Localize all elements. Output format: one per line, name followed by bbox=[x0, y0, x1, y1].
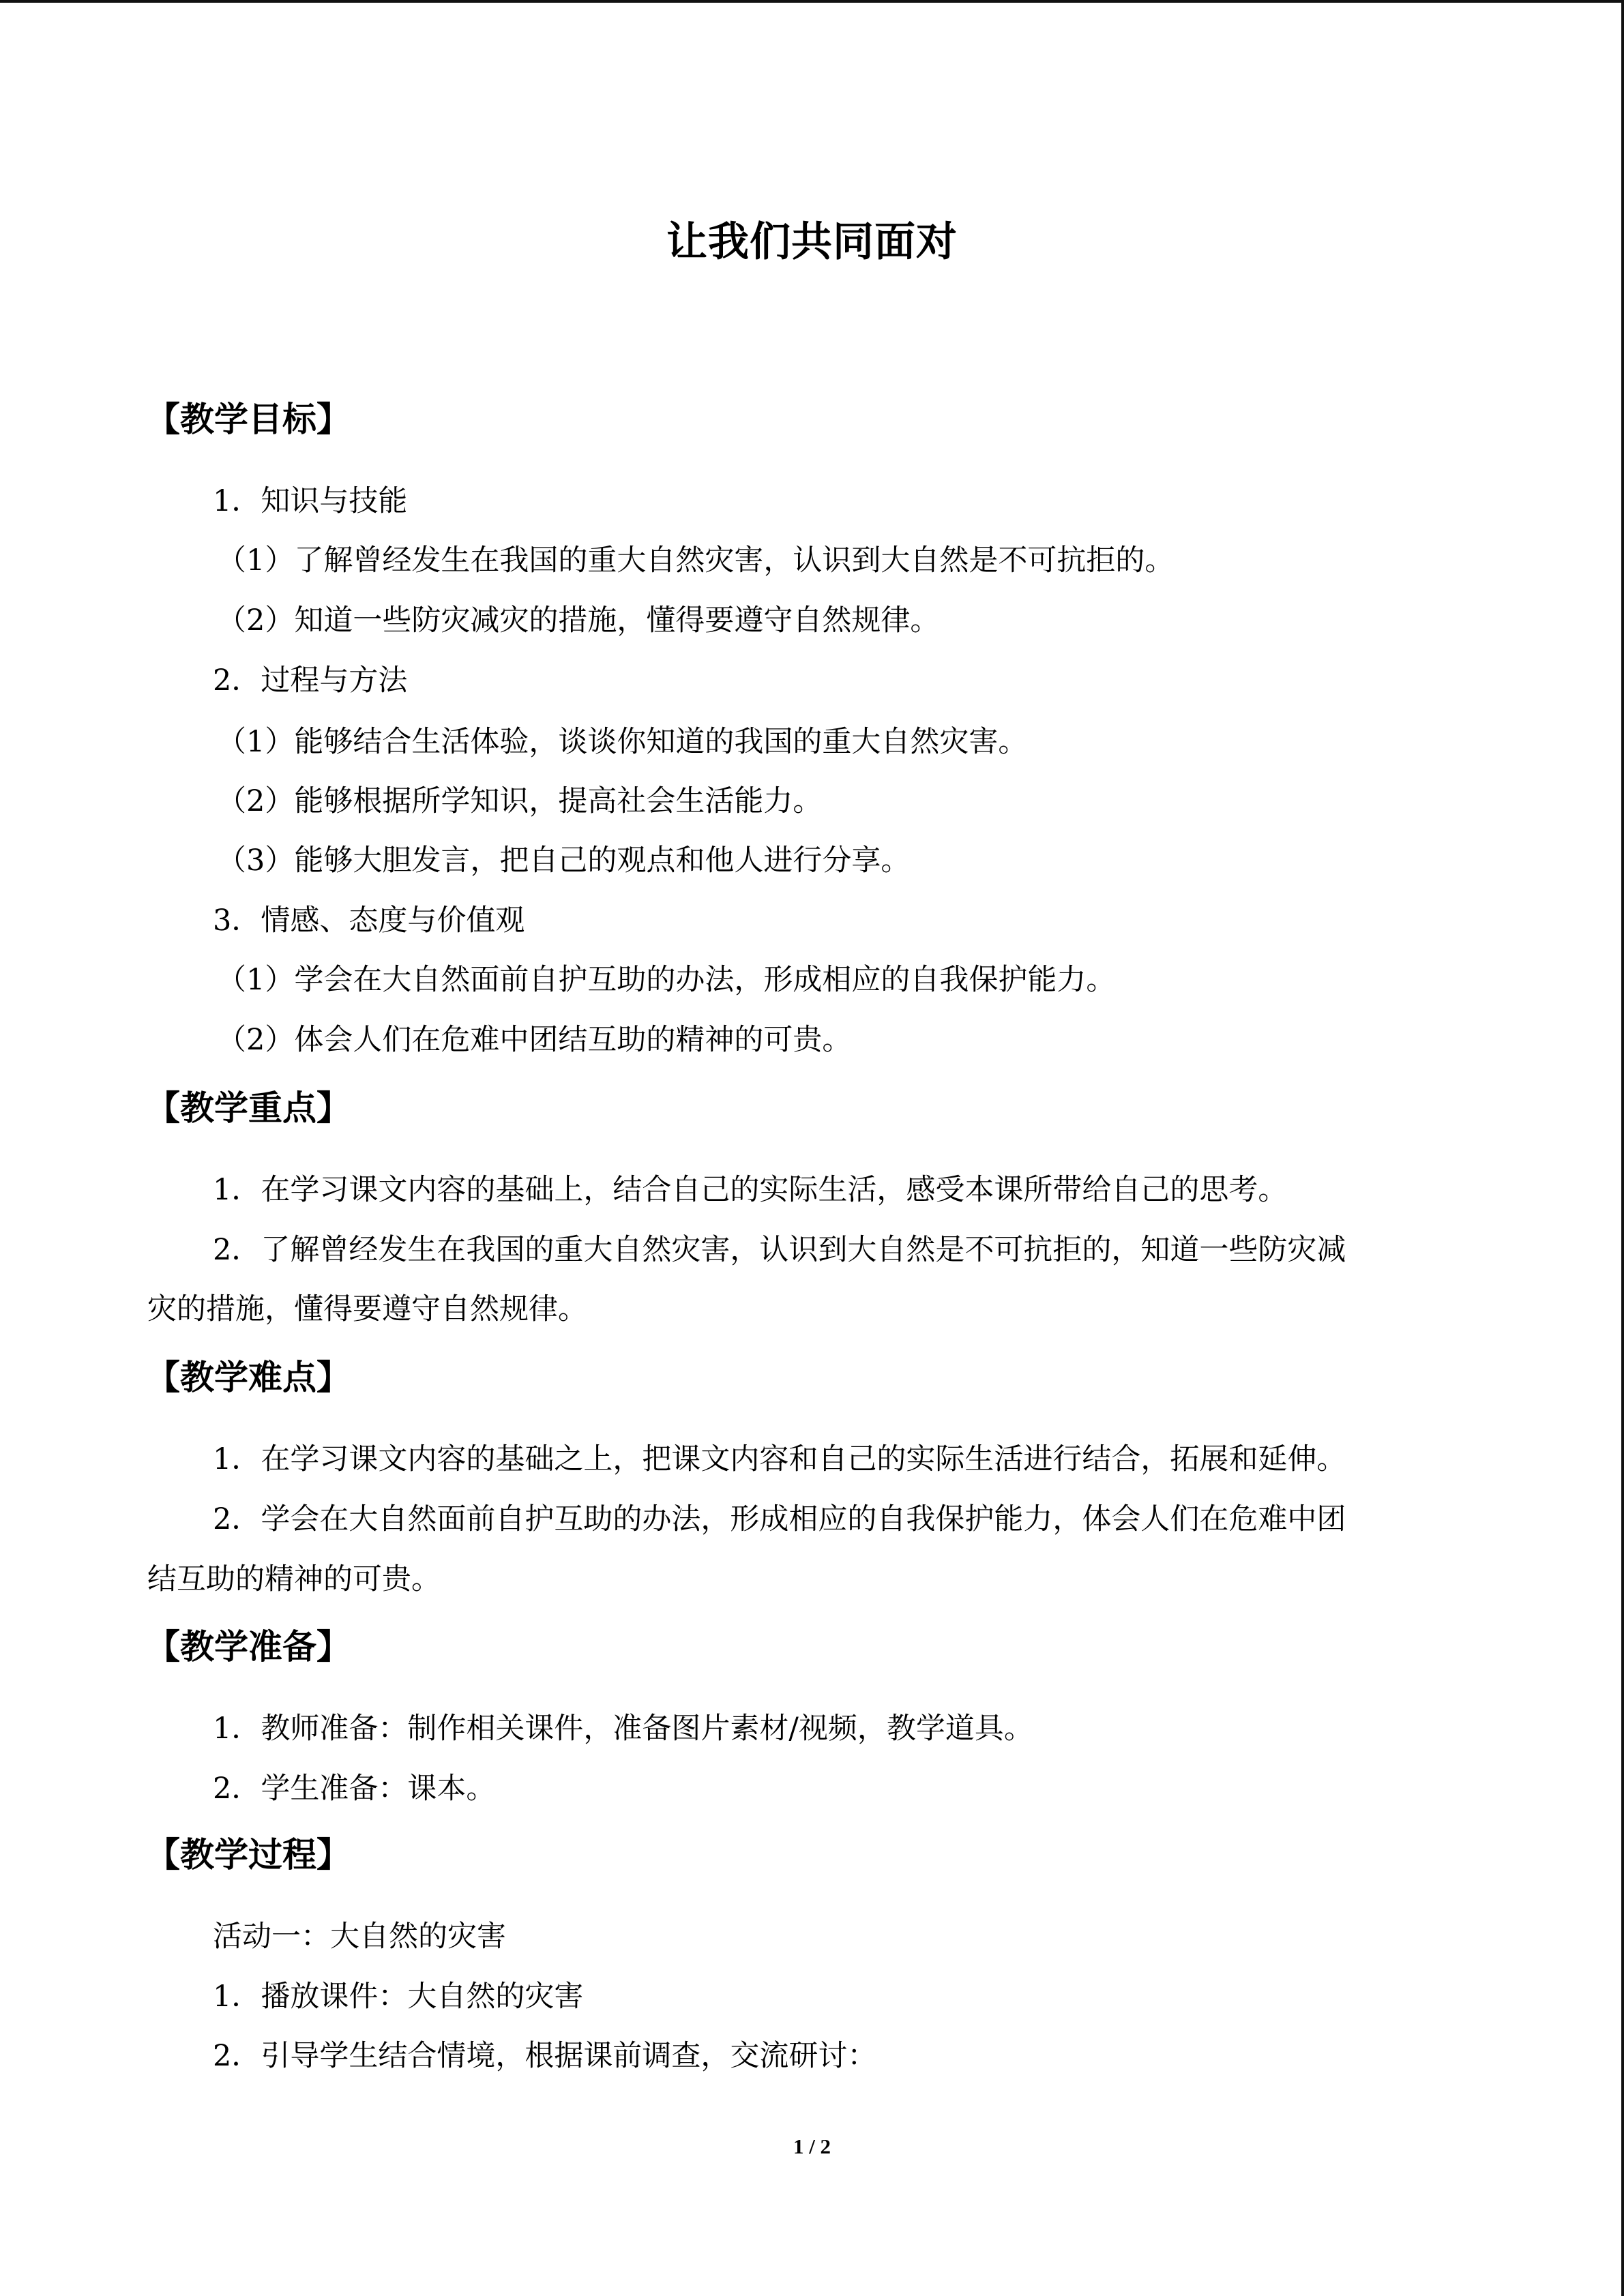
key-point-line: 灾的措施，懂得要遵守自然规律。 bbox=[147, 1292, 587, 1326]
preparation-line: 2．学生准备：课本。 bbox=[213, 1772, 496, 1806]
page-number: 1 / 2 bbox=[793, 2134, 831, 2158]
section-heading-preparation: 【教学准备】 bbox=[146, 1627, 351, 1667]
document-title: 让我们共同面对 bbox=[666, 218, 958, 266]
section-heading-objectives: 【教学目标】 bbox=[146, 400, 351, 439]
section-heading-difficulties: 【教学难点】 bbox=[146, 1358, 351, 1397]
process-line: 1．播放课件：大自然的灾害 bbox=[213, 1980, 584, 2014]
key-point-line: 1．在学习课文内容的基础上，结合自己的实际生活，感受本课所带给自己的思考。 bbox=[213, 1173, 1288, 1207]
objective-line: 2．过程与方法 bbox=[213, 664, 408, 698]
section-heading-key-points: 【教学重点】 bbox=[146, 1088, 351, 1128]
difficulty-line: 2．学会在大自然面前自护互助的办法，形成相应的自我保护能力，体会人们在危难中团 bbox=[213, 1502, 1346, 1536]
process-line: 2．引导学生结合情境，根据课前调查，交流研讨： bbox=[213, 2039, 877, 2073]
difficulty-line: 1．在学习课文内容的基础之上，把课文内容和自己的实际生活进行结合，拓展和延伸。 bbox=[213, 1442, 1346, 1476]
page-border-top bbox=[0, 0, 1624, 3]
section-heading-process: 【教学过程】 bbox=[146, 1835, 351, 1875]
objective-line: 3．情感、态度与价值观 bbox=[213, 904, 525, 938]
page-border-right bbox=[1621, 0, 1624, 2296]
objective-line: （1）学会在大自然面前自护互助的办法，形成相应的自我保护能力。 bbox=[217, 963, 1116, 997]
objective-line: （2）知道一些防灾减灾的措施，懂得要遵守自然规律。 bbox=[217, 603, 940, 638]
preparation-line: 1．教师准备：制作相关课件，准备图片素材/视频，教学道具。 bbox=[213, 1712, 1033, 1746]
objective-line: （2）能够根据所学知识，提高社会生活能力。 bbox=[217, 784, 823, 818]
objective-line: 1．知识与技能 bbox=[213, 484, 408, 518]
process-activity-title: 活动一：大自然的灾害 bbox=[213, 1920, 506, 1954]
key-point-line: 2．了解曾经发生在我国的重大自然灾害，认识到大自然是不可抗拒的，知道一些防灾减 bbox=[213, 1233, 1346, 1267]
objective-line: （3）能够大胆发言，把自己的观点和他人进行分享。 bbox=[217, 844, 911, 878]
difficulty-line: 结互助的精神的可贵。 bbox=[147, 1562, 441, 1596]
objective-line: （1）能够结合生活体验，谈谈你知道的我国的重大自然灾害。 bbox=[217, 725, 1028, 759]
objective-line: （1）了解曾经发生在我国的重大自然灾害，认识到大自然是不可抗拒的。 bbox=[217, 543, 1175, 578]
objective-line: （2）体会人们在危难中团结互助的精神的可贵。 bbox=[217, 1023, 852, 1057]
